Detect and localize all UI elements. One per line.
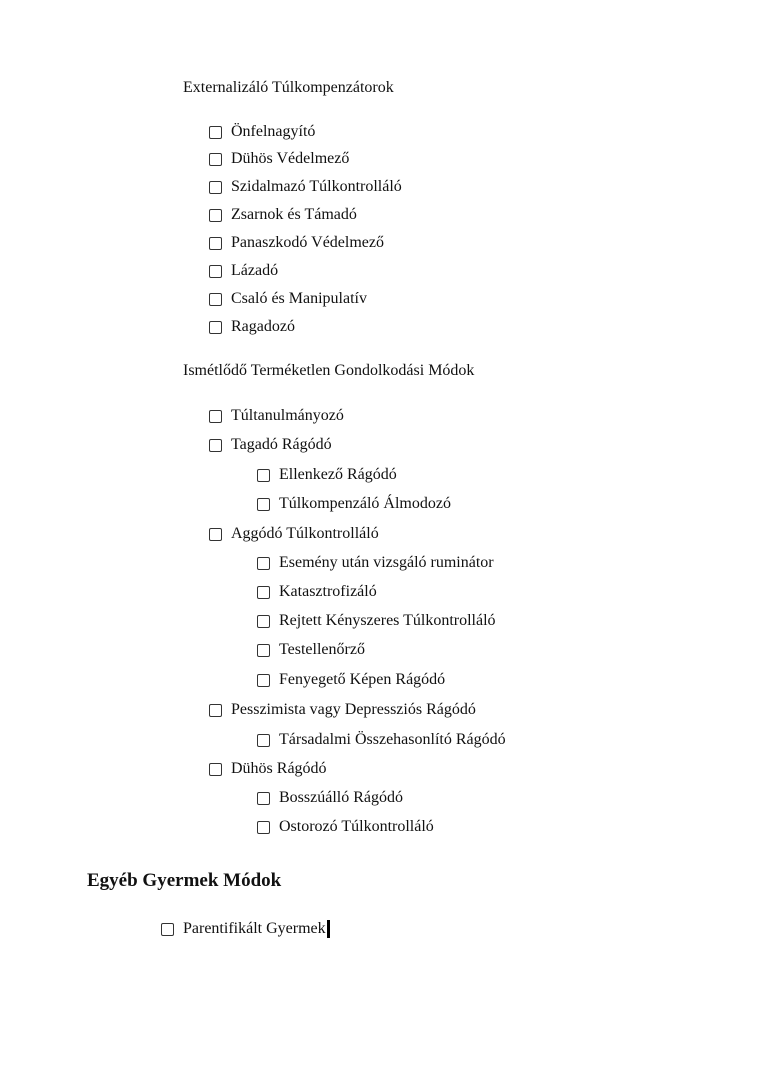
checkbox[interactable] xyxy=(209,528,222,541)
checklist-subitem-testellenorzo[interactable] xyxy=(257,640,365,660)
checkbox[interactable] xyxy=(209,439,222,452)
checklist-item-panaszkodo[interactable] xyxy=(209,233,384,253)
section-title-externalizing: Externalizáló Túlkompenzátorok xyxy=(183,79,394,96)
checkbox[interactable] xyxy=(209,293,222,306)
checkbox[interactable] xyxy=(257,644,270,657)
checkbox[interactable] xyxy=(209,410,222,423)
checklist-item-lazado[interactable] xyxy=(209,261,278,281)
checklist-subitem-bosszuallo[interactable] xyxy=(257,788,403,808)
checklist-item-duhos-vedelmezo[interactable] xyxy=(209,149,349,169)
checklist-item-aggodo[interactable] xyxy=(209,524,379,544)
checklist-item-label: Rejtett Kényszeres Túlkontrolláló xyxy=(279,612,496,629)
checklist-item-szidalmazo[interactable] xyxy=(209,177,402,197)
checklist-item-label: Csaló és Manipulatív xyxy=(231,290,367,307)
checklist-item-label: Aggódó Túlkontrolláló xyxy=(231,525,379,542)
checklist-subitem-almodozo[interactable] xyxy=(257,494,451,514)
checklist-item-label: Katasztrofizáló xyxy=(279,583,377,600)
checkbox[interactable] xyxy=(209,704,222,717)
checkbox[interactable] xyxy=(257,615,270,628)
section-title-unproductive-thinking: Ismétlődő Terméketlen Gondolkodási Módok xyxy=(183,362,475,379)
checkbox[interactable] xyxy=(209,153,222,166)
checklist-item-ragadozo[interactable] xyxy=(209,317,295,337)
checklist-item-label: Társadalmi Összehasonlító Rágódó xyxy=(279,731,506,748)
checklist-item-onfelnagyito[interactable] xyxy=(209,122,315,142)
checkbox[interactable] xyxy=(257,734,270,747)
checklist-item-label: Parentifikált Gyermek xyxy=(183,920,326,937)
checklist-item-label: Ragadozó xyxy=(231,318,295,335)
checklist-item-label: Túltanulmányozó xyxy=(231,407,344,424)
checklist-item-tagado-ragodo[interactable] xyxy=(209,435,332,455)
checkbox[interactable] xyxy=(209,237,222,250)
checklist-item-label: Bosszúálló Rágódó xyxy=(279,789,403,806)
checkbox[interactable] xyxy=(209,265,222,278)
checklist-item-label: Túlkompenzáló Álmodozó xyxy=(279,495,451,512)
checklist-item-label: Fenyegető Képen Rágódó xyxy=(279,671,446,688)
checklist-item-label: Szidalmazó Túlkontrolláló xyxy=(231,178,402,195)
checkbox[interactable] xyxy=(209,181,222,194)
checklist-item-label: Zsarnok és Támadó xyxy=(231,206,357,223)
checklist-item-label: Lázadó xyxy=(231,262,279,279)
checkbox[interactable] xyxy=(161,923,174,936)
checklist-item-zsarnok[interactable] xyxy=(209,205,357,225)
checklist-item-csalo[interactable] xyxy=(209,289,367,309)
checkbox[interactable] xyxy=(209,321,222,334)
checklist-item-parentifikalt[interactable] xyxy=(161,919,330,939)
checklist-item-pesszimista[interactable] xyxy=(209,700,476,720)
checklist-item-label: Dühös Rágódó xyxy=(231,760,327,777)
checkbox[interactable] xyxy=(257,498,270,511)
checklist-item-label: Esemény után vizsgáló ruminátor xyxy=(279,554,494,571)
checklist-item-label: Pesszimista vagy Depressziós Rágódó xyxy=(231,701,476,718)
checklist-item-label: Dühös Védelmező xyxy=(231,150,350,167)
checklist-item-label: Testellenőrző xyxy=(279,641,365,658)
checkbox[interactable] xyxy=(257,821,270,834)
checklist-subitem-katasztrofizalo[interactable] xyxy=(257,582,377,602)
checklist-item-label: Ellenkező Rágódó xyxy=(279,466,397,483)
checklist-subitem-fenyegeto[interactable] xyxy=(257,670,445,690)
checklist-item-label: Panaszkodó Védelmező xyxy=(231,234,384,251)
section-heading-other-child-modes: Egyéb Gyermek Módok xyxy=(87,870,282,891)
text-cursor xyxy=(327,920,330,938)
checklist-item-label: Tagadó Rágódó xyxy=(231,436,332,453)
checkbox[interactable] xyxy=(257,792,270,805)
checklist-subitem-ellenkezo[interactable] xyxy=(257,465,397,485)
checkbox[interactable] xyxy=(209,126,222,139)
checkbox[interactable] xyxy=(209,209,222,222)
checklist-item-tultanulmanyozo[interactable] xyxy=(209,406,344,426)
checkbox[interactable] xyxy=(257,586,270,599)
checklist-subitem-tarsadalmi[interactable] xyxy=(257,730,506,750)
checklist-item-duhos-ragodo[interactable] xyxy=(209,759,327,779)
checkbox[interactable] xyxy=(257,557,270,570)
checkbox[interactable] xyxy=(257,469,270,482)
checklist-subitem-esemeny[interactable] xyxy=(257,553,494,573)
checklist-item-label: Ostorozó Túlkontrolláló xyxy=(279,818,434,835)
checklist-item-label: Önfelnagyító xyxy=(231,123,316,140)
checklist-subitem-ostorozo[interactable] xyxy=(257,817,434,837)
checkbox[interactable] xyxy=(209,763,222,776)
checklist-subitem-rejtett[interactable] xyxy=(257,611,496,631)
checkbox[interactable] xyxy=(257,674,270,687)
